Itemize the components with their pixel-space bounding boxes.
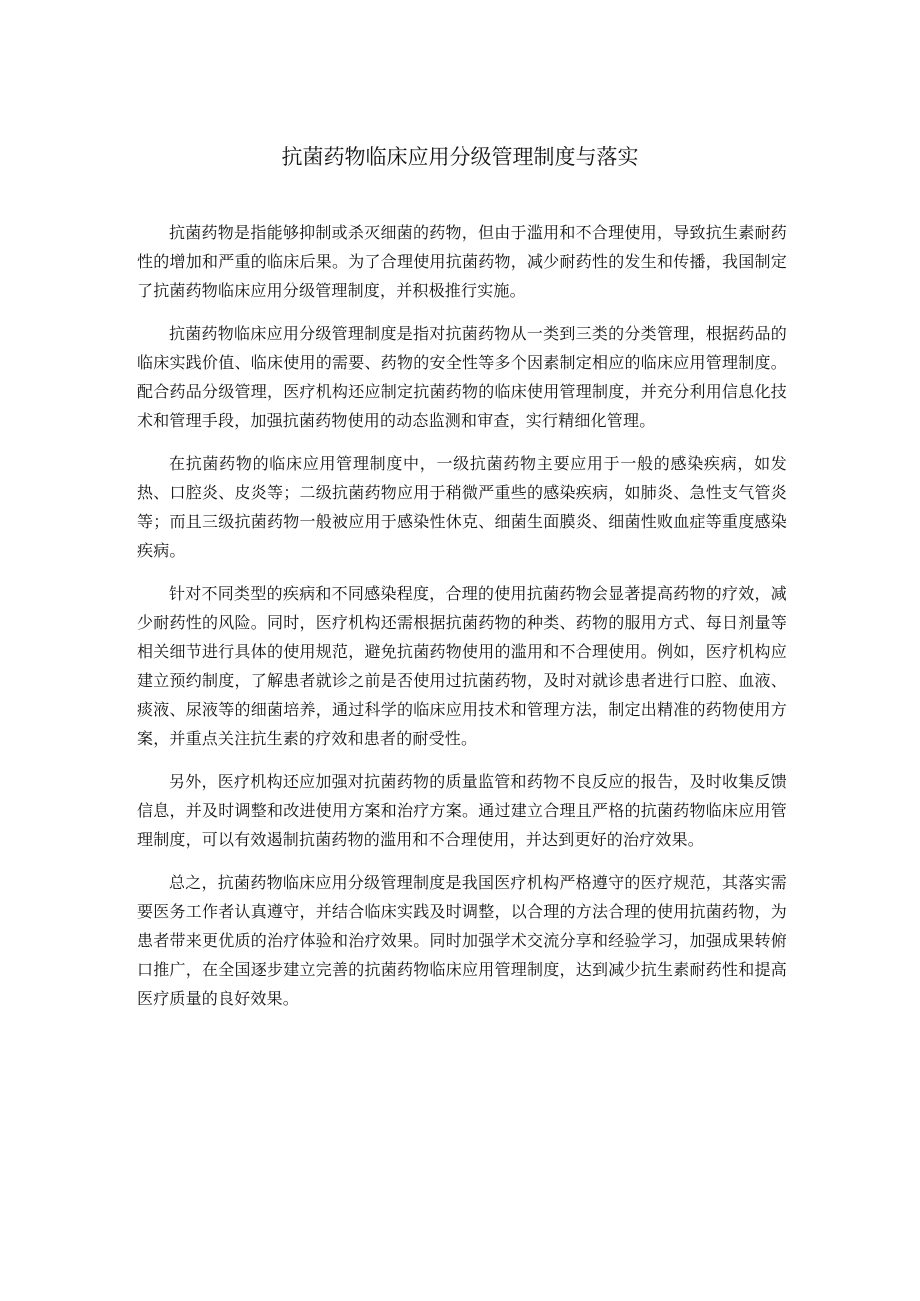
document-title: 抗菌药物临床应用分级管理制度与落实: [281, 145, 639, 169]
paragraph-4: 针对不同类型的疾病和不同感染程度，合理的使用抗菌药物会显著提高药物的疗效，减少耐药性的风险。同时，医疗机构还需根据抗菌药物的种类、药物的服用方式、每日剂量等相关细节进行具体的使用规范，避免抗菌药物使用的滥用和不合理使用。例如，医疗机构应建立预约制度，了解患者就诊之前是否使用过抗菌药物，及时对就诊患者进行口腔、血液、痰液、尿液等的细菌培养，通过科学的临床应用技术和管理方法，制定出精准的药物使用方案，并重点关注抗生素的疗效和患者的耐受性。: [137, 584, 787, 748]
paragraph-3: 在抗菌药物的临床应用管理制度中，一级抗菌药物主要应用于一般的感染疾病，如发热、口腔炎、皮炎等；二级抗菌药物应用于稍微严重些的感染疾病，如肺炎、急性支气管炎等；而且三级抗菌药物一般被应用于感染性休克、细菌生面膜炎、细菌性败血症等重度感染疾病。: [137, 454, 787, 560]
paragraph-2: 抗菌药物临床应用分级管理制度是指对抗菌药物从一类到三类的分类管理，根据药品的临床实践价值、临床使用的需要、药物的安全性等多个因素制定相应的临床应用管理制度。配合药品分级管理，医疗机构还应制定抗菌药物的临床使用管理制度，并充分利用信息化技术和管理手段，加强抗菌药物使用的动态监测和审查，实行精细化管理。: [137, 324, 787, 430]
paragraph-6: 总之，抗菌药物临床应用分级管理制度是我国医疗机构严格遵守的医疗规范，其落实需要医务工作者认真遵守，并结合临床实践及时调整，以合理的方法合理的使用抗菌药物，为患者带来更优质的治疗体验和治疗效果。同时加强学术交流分享和经验学习，加强成果转俯口推广，在全国逐步建立完善的抗菌药物临床应用管理制度，达到减少抗生素耐药性和提高医疗质量的良好效果。: [137, 873, 787, 1008]
paragraph-1: 抗菌药物是指能够抑制或杀灭细菌的药物，但由于滥用和不合理使用，导致抗生素耐药性的增加和严重的临床后果。为了合理使用抗菌药物，减少耐药性的发生和传播，我国制定了抗菌药物临床应用分级管理制度，并积极推行实施。: [137, 223, 787, 300]
paragraph-5: 另外，医疗机构还应加强对抗菌药物的质量监管和药物不良反应的报告，及时收集反馈信息，并及时调整和改进使用方案和治疗方案。通过建立合理且严格的抗菌药物临床应用管理制度，可以有效遏制抗菌药物的滥用和不合理使用，并达到更好的治疗效果。: [137, 772, 787, 849]
document-body: [137, 218, 787, 1027]
